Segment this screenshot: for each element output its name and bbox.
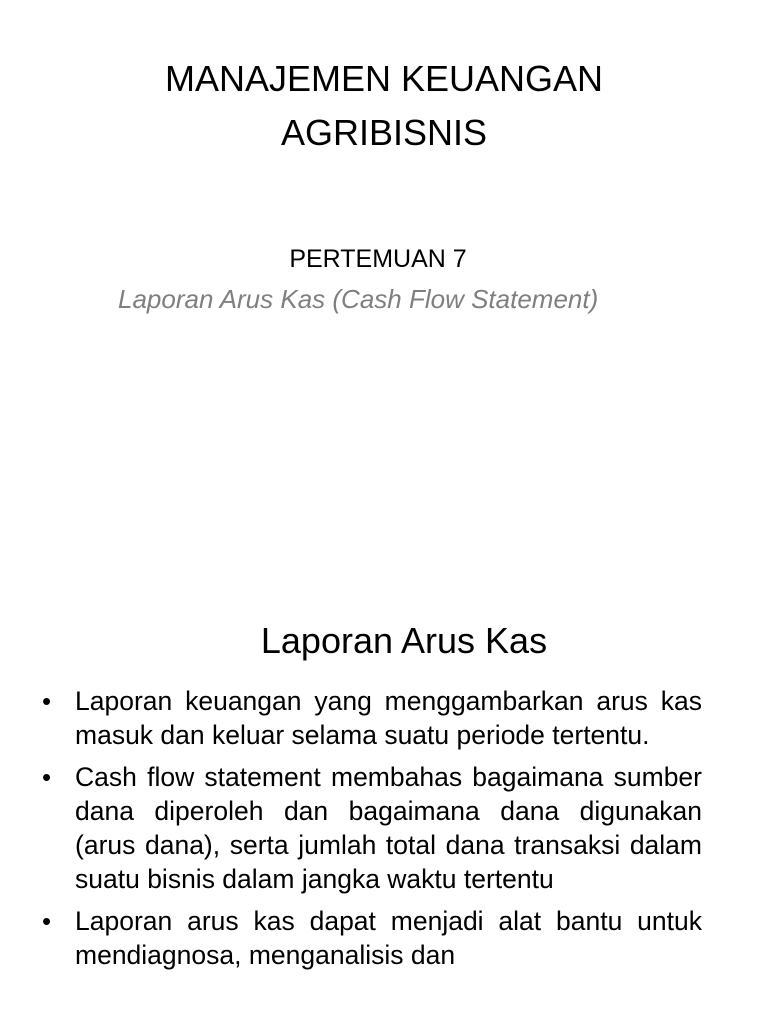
bullet-icon: •	[42, 762, 52, 792]
bullet-text: Laporan keuangan yang menggambarkan arus kas masuk dan keluar selama suatu periode tertentu.	[75, 686, 702, 750]
session-subtitle: PERTEMUAN 7	[289, 245, 467, 273]
slide-heading: Laporan Arus Kas	[260, 620, 548, 661]
bullet-icon: •	[42, 906, 52, 936]
bullet-item	[40, 684, 702, 752]
bullet-icon: •	[42, 686, 52, 716]
topic-subtitle: Laporan Arus Kas (Cash Flow Statement)	[118, 284, 599, 314]
bullet-text: Laporan arus kas dapat menjadi alat bantu untuk mendiagnosa, menganalisis dan	[75, 906, 702, 970]
bullet-list	[40, 684, 702, 980]
presentation-title	[0, 52, 768, 160]
bullet-item	[40, 904, 702, 972]
content-slide	[0, 576, 768, 1024]
bullet-item	[40, 760, 702, 896]
title-line-1: MANAJEMEN KEUANGAN	[164, 58, 604, 99]
bullet-text: Cash flow statement membahas bagaimana sumber dana diperoleh dan bagaimana dana digunakan (arus dana), serta jumlah total dana transaksi dalam suatu bisnis dalam jangka waktu tertentu	[75, 762, 702, 894]
title-line-2: AGRIBISNIS	[280, 112, 488, 153]
